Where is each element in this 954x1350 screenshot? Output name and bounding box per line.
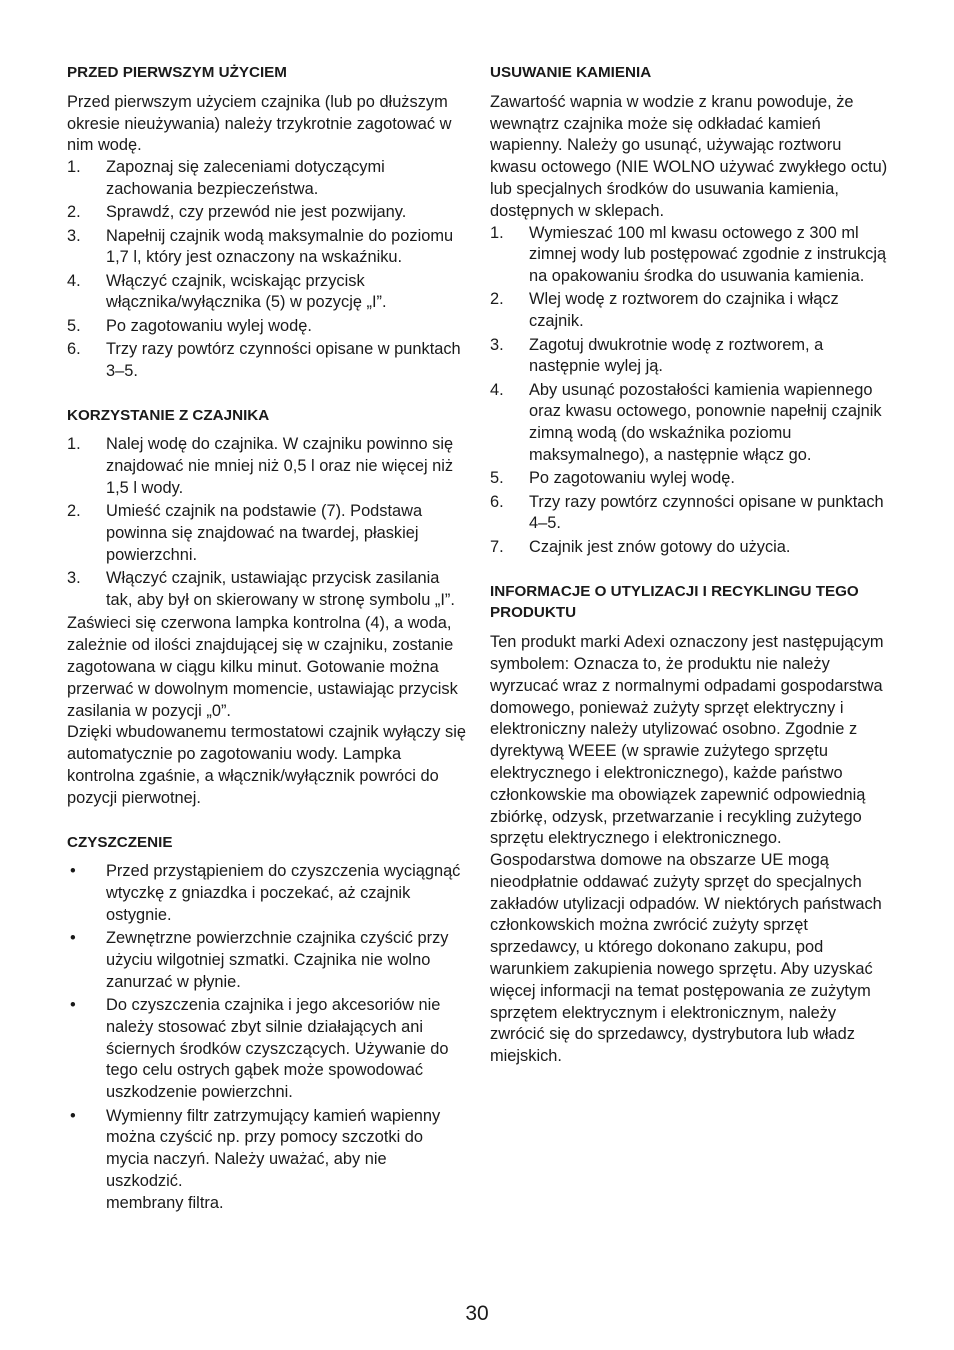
paragraph: Dzięki wbudowanemu termostatowi czajnik wyłączy się automatycznie po zagotowaniu wody. Lampka kontrolna zgaśnie, a włącznik/wyłącznik powróci do pozycji pierwotnej. [67,723,466,807]
list-marker: 4. [490,380,504,399]
bullet-marker: • [70,996,76,1015]
section-body: Ten produkt marki Adexi oznaczony jest następującym symbolem: Oznacza to, że produktu nie należy wyrzucać wraz z normalnymi odpadami gospodarstwa domowego, ponieważ zużyty sprzęt elektryczny i elektroniczny należy utylizować osobno. Zgodnie z dyrektywą WEEE (w sprawie zużytego sprzętu elektrycznego i elektronicznego), każde państwo członkowskie ma obowiązek zapewnić odpowiednią zbiórkę, odzysk, przetwarzanie i recykling zużytego sprzętu elektrycznego i elektronicznego. Gospodarstwa domowe na obszarze UE mogą nieodpłatnie oddawać zużyty sprzęt do specjalnych zakładów utylizacji odpadów. W niektórych państwach członkowskich można zwrócić zużyty sprzęt sprzedawcy, u którego dokonano zakupu, pod warunkiem zakupienia nowego sprzętu. Aby uzyskać więcej informacji na temat postępowania ze zużytym sprzętem elektrycznym i elektronicznym, należy zwrócić się do sprzedawcy, dystrybutora lub władz miejskich. [490,633,884,1066]
list-item [67,995,467,1104]
left-column [67,62,467,1237]
list-item-text-continued: membrany filtra. [106,1193,224,1212]
section-heading: INFORMACJE O UTYLIZACJI I RECYKLINGU TEGO PRODUKTU [490,582,859,622]
list-item [490,468,890,490]
list-marker: 3. [490,335,504,354]
list-item [67,157,467,201]
list-item-text: Trzy razy powtórz czynności opisane w punktach 4–5. [529,492,884,533]
numbered-list [490,223,890,559]
list-item-text: Do czyszczenia czajnika i jego akcesoriów nie należy stosować zbyt silnie działających ani ściernych środków czyszczących. Używanie do tego celu ostrych gąbek może spowodować uszkodzenie powierzchni. [106,996,449,1102]
list-item-text: Czajnik jest znów gotowy do użycia. [529,537,791,556]
list-item-text: Zapoznaj się zaleceniami dotyczącymi zachowania bezpieczeństwa. [106,158,385,198]
list-marker: 1. [67,435,81,454]
list-marker: 3. [67,569,81,588]
section-intro: Zawartość wapnia w wodzie z kranu powoduje, że wewnątrz czajnika może się odkładać kamień wapienny. Należy go usunąć, używając roztworu kwasu octowego (NIE WOLNO używać zwykłego octu) lub specjalnych środków do usuwania kamienia, dostępnych w sklepach. [490,92,888,220]
list-marker: 1. [490,223,504,242]
list-item [490,537,890,559]
list-marker: 5. [490,469,504,488]
list-item-text: Włączyć czajnik, ustawiając przycisk zasilania tak, aby był on skierowany w stronę symbolu „I”. [106,569,455,610]
page-number: 30 [465,1302,489,1325]
list-item-text: Umieść czajnik na podstawie (7). Podstawa powinna się znajdować na twardej, płaskiej powierzchni. [106,502,423,564]
list-item [67,226,467,270]
list-item [490,289,890,333]
list-item-text: Nalej wodę do czajnika. W czajniku powinno się znajdować nie mniej niż 0,5 l oraz nie więcej niż 1,5 l wody. [106,435,454,498]
list-marker: 6. [490,492,504,511]
list-item [67,861,467,926]
section-recycling-info [490,581,890,1069]
list-item-text: Włączyć czajnik, wciskając przycisk włącznika/wyłącznika (5) w pozycję „I”. [106,271,387,312]
section-using-kettle [67,405,467,810]
list-marker: 1. [67,158,81,177]
bullet-marker: • [70,929,76,948]
section-intro: Przed pierwszym użyciem czajnika (lub po dłuższym okresie nieużywania) należy trzykrotnie zagotować w nim wodę. [67,92,452,155]
list-item-text: Zagotuj dwukrotnie wodę z roztworem, a następnie wylej ją. [529,335,824,376]
list-item-text: Wlej wodę z roztworem do czajnika i włącz czajnik. [529,290,839,331]
list-marker: 4. [67,271,81,290]
list-item [67,434,467,499]
list-marker: 6. [67,340,81,359]
list-item-text: Zewnętrzne powierzchnie czajnika czyścić przy użyciu wilgotniej szmatki. Czajnika nie wolno zanurzać w płynie. [106,929,449,991]
list-item [490,380,890,467]
section-heading: PRZED PIERWSZYM UŻYCIEM [67,64,287,81]
list-item [67,202,467,224]
list-item-text: Przed przystąpieniem do czyszczenia wyciągnąć wtyczkę z gniazdka i poczekać, aż czajnik ostygnie. [106,862,461,924]
section-heading: KORZYSTANIE Z CZAJNIKA [67,406,270,424]
right-column [490,62,890,1090]
list-item-text: Wymieszać 100 ml kwasu octowego z 300 ml zimnej wody lub postępować zgodnie z instrukcją na opakowaniu środka do usuwania kamienia. [529,223,887,286]
bullet-list [67,861,467,1214]
list-item [67,316,467,338]
list-item-text: Po zagotowaniu wylej wodę. [106,316,312,335]
list-marker: 2. [67,203,81,222]
list-item [67,928,467,993]
list-marker: 2. [490,290,504,309]
section-before-first-use [67,62,467,383]
list-item [67,1106,467,1215]
list-item [490,492,890,536]
section-descaling [490,62,890,559]
bullet-marker: • [70,1106,76,1125]
list-item [67,501,467,566]
paragraph: Zaświeci się czerwona lampka kontrolna (4), a woda, zależnie od ilości znajdującej się w czajniku, zostanie zagotowana w ciągu kilku minut. Gotowanie można przerwać w dowolnym momencie, ustawiając przycisk zasilania w pozycji „0”. [67,614,458,720]
bullet-marker: • [70,862,76,881]
list-item-text: Wymienny filtr zatrzymujący kamień wapienny można czyścić np. przy pomocy szczotki do mycia naczyń. Należy uważać, aby nie uszkodzić. [106,1106,441,1190]
section-heading: CZYSZCZENIE [67,833,173,851]
numbered-list [67,157,467,382]
section-heading: USUWANIE KAMIENIA [490,64,652,81]
section-cleaning [67,832,467,1215]
list-item [67,271,467,315]
list-item-text: Po zagotowaniu wylej wodę. [529,469,735,488]
list-item [67,339,467,383]
list-item-text: Sprawdź, czy przewód nie jest pozwijany. [106,203,407,222]
list-item [67,568,467,612]
list-item-text: Trzy razy powtórz czynności opisane w punktach 3–5. [106,340,461,380]
list-marker: 3. [67,226,81,245]
list-item-text: Napełnij czajnik wodą maksymalnie do poziomu 1,7 l, który jest oznaczony na wskaźniku. [106,226,454,267]
list-marker: 7. [490,537,504,556]
list-item [490,335,890,379]
list-item-text: Aby usunąć pozostałości kamienia wapiennego oraz kwasu octowego, ponownie napełnij czajnik zimną wodą (do wskaźnika poziomu maksymalnego), a następnie włącz go. [529,380,882,465]
list-marker: 5. [67,316,81,335]
numbered-list [67,434,467,611]
list-marker: 2. [67,502,81,521]
list-item [490,223,890,288]
